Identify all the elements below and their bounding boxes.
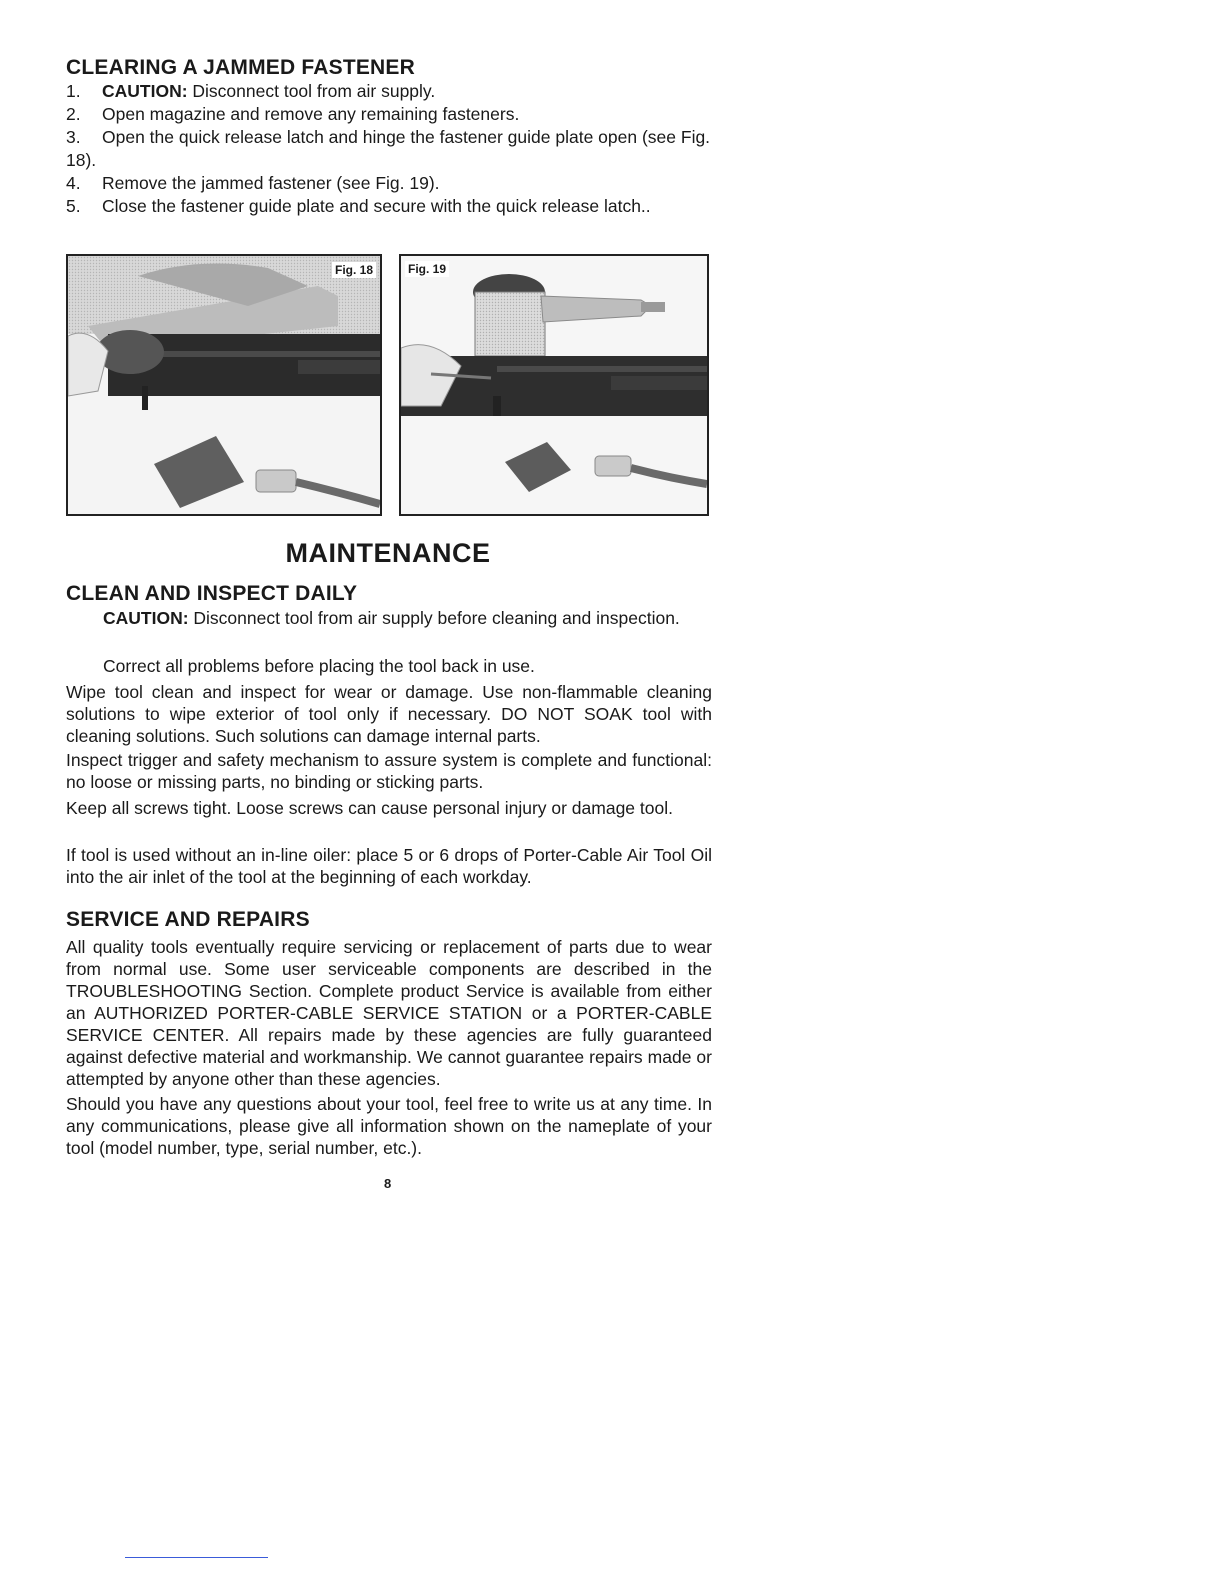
correct-paragraph: Correct all problems before placing the tool back in use.	[103, 656, 535, 676]
step-4	[66, 172, 712, 195]
step-text: Open the quick release latch and hinge the fastener guide plate open (see Fig. 18).	[66, 127, 711, 170]
step-text: Close the fastener guide plate and secure with the quick release latch..	[102, 196, 651, 216]
caution-label: CAUTION:	[103, 608, 189, 628]
step-text: Disconnect tool from air supply.	[187, 81, 436, 101]
caution-text: Disconnect tool from air supply before cleaning and inspection.	[188, 608, 680, 628]
screws-paragraph: Keep all screws tight. Loose screws can cause personal injury or damage tool.	[66, 798, 673, 818]
step-text: Remove the jammed fastener (see Fig. 19).	[102, 173, 440, 193]
step-2	[66, 103, 712, 126]
wipe-paragraph: Wipe tool clean and inspect for wear or damage. Use non-flammable cleaning solutions to wipe exterior of tool only if necessary. DO NOT SOAK tool with cleaning solutions. Such solutions can damage internal parts.	[66, 682, 712, 746]
fig18-label: Fig. 18	[332, 262, 376, 278]
clearing-steps	[66, 80, 712, 218]
caution-paragraph	[103, 607, 683, 629]
page-number: 8	[384, 1176, 392, 1191]
fig19-photo	[401, 256, 707, 514]
service-paragraph-1: All quality tools eventually require servicing or replacement of parts due to wear from normal use. Some user serviceable components are described in the TROUBLESHOOTING Section. Complete product Service is available from either an AUTHORIZED PORTER-CABLE SERVICE STATION or a PORTER-CABLE SERVICE CENTER. All repairs made by these agencies are fully guaranteed against defective material and workmanship. We cannot guarantee repairs made or attempted by anyone other than these agencies.	[66, 937, 712, 1089]
step-number: 2.	[66, 104, 81, 124]
service-heading: SERVICE AND REPAIRS	[66, 908, 310, 931]
oiler-paragraph: If tool is used without an in-line oiler: place 5 or 6 drops of Porter-Cable Air Tool Oil into the air inlet of the tool at the beginning of each workday.	[66, 845, 712, 887]
step-5	[66, 195, 712, 218]
step-number: 4.	[66, 173, 81, 193]
step-number: 3.	[66, 127, 81, 147]
caution-label: CAUTION:	[102, 81, 188, 101]
service-paragraph-2: Should you have any questions about your tool, feel free to write us at any time. In any communications, please give all information shown on the nameplate of your tool (model number, type, serial number, etc.).	[66, 1094, 712, 1158]
step-3	[66, 126, 712, 172]
figure-19	[399, 254, 709, 516]
step-text: Open magazine and remove any remaining fasteners.	[102, 104, 520, 124]
inspect-paragraph: Inspect trigger and safety mechanism to assure system is complete and functional: no loose or missing parts, no binding or sticking parts.	[66, 750, 712, 792]
step-number: 5.	[66, 196, 81, 216]
clean-inspect-heading: CLEAN AND INSPECT DAILY	[66, 582, 358, 605]
step-number: 1.	[66, 81, 81, 101]
step-1	[66, 80, 712, 103]
footer-rule	[125, 1557, 268, 1558]
fig18-photo	[68, 256, 380, 514]
figure-18	[66, 254, 382, 516]
maintenance-title: MAINTENANCE	[285, 538, 491, 568]
fig19-label: Fig. 19	[405, 261, 449, 277]
clearing-heading: CLEARING A JAMMED FASTENER	[66, 56, 415, 79]
